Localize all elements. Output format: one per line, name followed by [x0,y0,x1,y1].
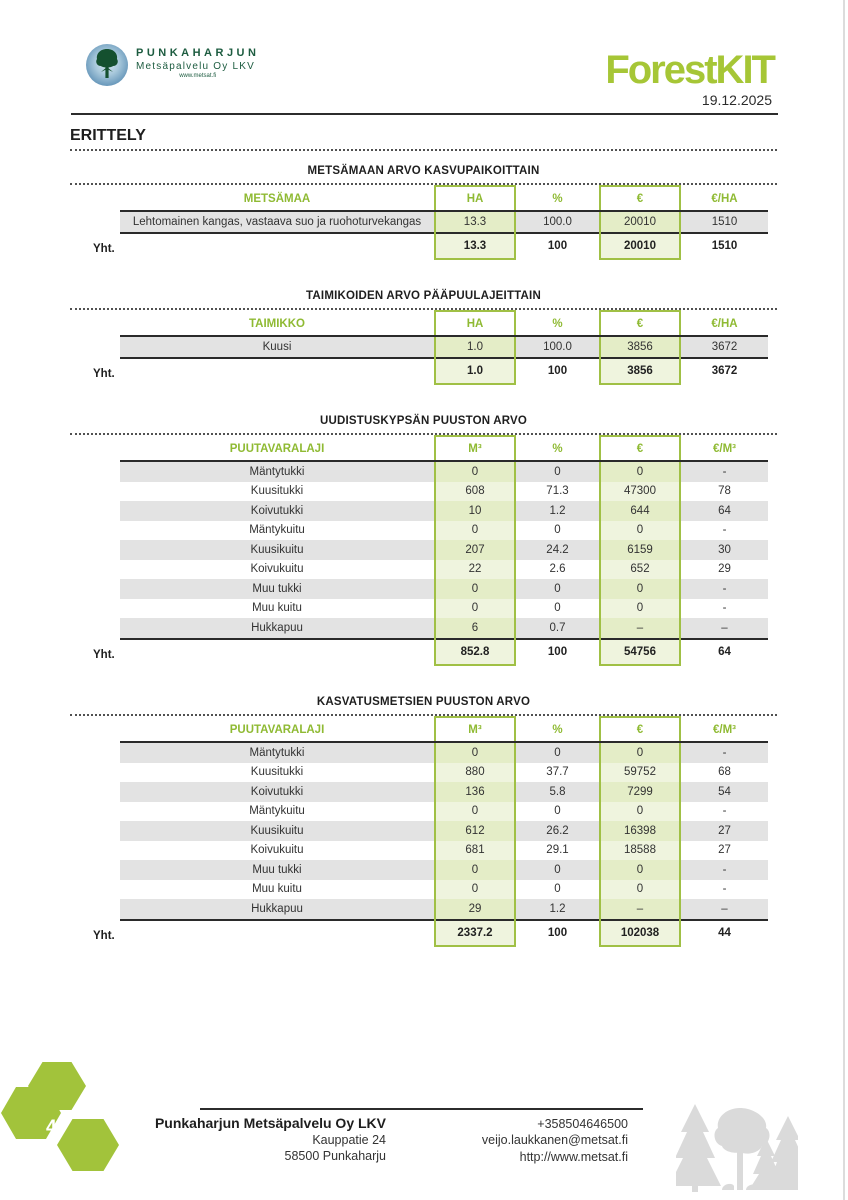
cell-value: 29 [718,563,731,575]
row-label: Kuusikuitu [120,540,435,560]
cell-value: - [722,805,727,817]
table-title: UUDISTUSKYPSÄN PUUSTON ARVO [70,415,777,435]
cell-value: 681 [435,841,515,861]
total-value: 1510 [680,233,768,260]
cell-value: 0 [515,579,600,599]
table-section [70,165,777,260]
cell-value: 71.3 [546,485,569,497]
table-row [120,821,768,841]
column-header: €/HA [680,186,768,211]
total-value: 100 [515,639,600,666]
cell-value: - [680,860,768,880]
table-row [120,461,768,482]
cell-value: 136 [435,782,515,802]
cell-value: 1.2 [515,501,600,521]
table-row [120,802,768,822]
cell-value: 0 [435,599,515,619]
hexagon-decoration [57,1119,119,1171]
total-value: 20010 [600,233,680,260]
total-row-label: Yht. [93,930,115,942]
header-divider [71,113,778,115]
column-header: PUUTAVARALAJI [120,436,435,461]
row-label: Mäntytukki [120,461,435,482]
row-label: Koivukuitu [250,844,304,856]
row-label: Mäntytukki [120,742,435,763]
total-value [120,233,435,260]
cell-value: 26.2 [515,821,600,841]
cell-value: - [722,883,727,895]
footer-email: veijo.laukkanen@metsat.fi [481,1133,628,1148]
cell-value: 5.8 [515,782,600,802]
total-value: 1.0 [435,358,515,385]
cell-value: 0 [435,579,515,599]
logo-text [136,44,259,79]
footer-address-line2: 58500 Punkaharju [284,1149,386,1164]
company-logo [86,44,259,86]
table-row [120,540,768,560]
cell-value: – [680,618,768,639]
cell-value: - [722,524,727,536]
cell-value: 22 [435,560,515,580]
cell-value: 27 [718,844,731,856]
table-section [70,696,777,947]
cell-value: 0 [600,860,680,880]
column-header: % [515,311,600,336]
cell-value: 0 [554,805,561,817]
cell-value: 0 [435,461,515,482]
globe-tree-icon [86,44,128,86]
cell-value: 29 [435,899,515,920]
row-label: Kuusikuitu [120,821,435,841]
footer-website: http://www.metsat.fi [519,1149,628,1164]
cell-value: 612 [435,821,515,841]
table-wrapper [93,310,777,385]
column-header: €/M³ [680,717,768,742]
total-value: 102038 [600,920,680,947]
total-value: 100 [515,358,600,385]
cell-value: 0 [600,521,680,541]
table-title: METSÄMAAN ARVO KASVUPAIKOITTAIN [70,165,777,185]
cell-value: 54 [680,782,768,802]
table-row [120,211,768,233]
cell-value: - [680,461,768,482]
column-header: METSÄMAA [120,186,435,211]
total-row [120,639,768,666]
table-row [120,841,768,861]
report-content [70,127,777,947]
footer-divider [200,1108,643,1110]
cell-value: 6159 [600,540,680,560]
cell-value: 18588 [600,841,680,861]
table-wrapper [93,716,777,947]
table-title: KASVATUSMETSIEN PUUSTON ARVO [70,696,777,716]
cell-value: 0 [600,802,680,822]
cell-value: 608 [435,482,515,502]
cell-value: 16398 [600,821,680,841]
footer-company-block [150,1114,386,1165]
row-label: Hukkapuu [120,899,435,920]
cell-value: 2.6 [549,563,566,575]
total-value: 64 [680,639,768,666]
cell-value: 47300 [600,482,680,502]
row-label: Kuusitukki [250,766,304,778]
table-row [120,899,768,920]
cell-value: 6 [435,618,515,639]
page-number: 4 [46,1117,57,1138]
forestkit-logo: ForestKIT [605,48,774,92]
row-label: Muu tukki [120,860,435,880]
cell-value: 0 [600,599,680,619]
column-header: € [600,717,680,742]
row-label: Koivutukki [120,782,435,802]
row-label: Muu kuitu [252,602,302,614]
cell-value: - [722,602,727,614]
column-header: PUUTAVARALAJI [120,717,435,742]
table-row [120,482,768,502]
cell-value: 10 [435,501,515,521]
data-table [120,310,768,385]
total-value [120,639,435,666]
cell-value: 1.2 [515,899,600,920]
cell-value: 100.0 [515,211,600,233]
total-row [120,920,768,947]
table-row [120,880,768,900]
total-value: 3856 [600,358,680,385]
row-label: Lehtomainen kangas, vastaava suo ja ruohoturvekangas [120,211,435,233]
footer-contact-block [418,1116,628,1165]
column-header: TAIMIKKO [120,311,435,336]
table-row [120,560,768,580]
total-row [120,358,768,385]
cell-value: 0 [515,742,600,763]
table-row [120,742,768,763]
cell-value: 3672 [680,336,768,358]
table-row [120,336,768,358]
cell-value: 1.0 [435,336,515,358]
cell-value: 0 [554,524,561,536]
total-value [120,358,435,385]
footer-address-line1: Kauppatie 24 [312,1133,386,1148]
tables-container [70,165,777,947]
column-header: M³ [435,436,515,461]
table-title: TAIMIKOIDEN ARVO PÄÄPUULAJEITTAIN [70,290,777,310]
cell-value: 68 [718,766,731,778]
cell-value: 0 [435,860,515,880]
cell-value: 1510 [680,211,768,233]
total-value [120,920,435,947]
table-row [120,860,768,880]
cell-value: 37.7 [546,766,569,778]
column-header: % [515,436,600,461]
cell-value: 3856 [600,336,680,358]
cell-value: 0 [435,742,515,763]
cell-value: - [680,742,768,763]
cell-value: 0 [435,880,515,900]
table-row [120,618,768,639]
table-section [70,290,777,385]
brand-url: www.metsat.fi [179,73,217,79]
data-table [120,716,768,947]
footer-company-name: Punkaharjun Metsäpalvelu Oy LKV [154,1115,386,1131]
cell-value: 0 [600,579,680,599]
cell-value: 0 [600,880,680,900]
cell-value: 880 [435,763,515,783]
cell-value: 0.7 [515,618,600,639]
table-row [120,579,768,599]
column-header: € [600,186,680,211]
cell-value: 59752 [600,763,680,783]
total-value: 54756 [600,639,680,666]
cell-value: 13.3 [435,211,515,233]
cell-value: 0 [600,742,680,763]
column-header: €/HA [680,311,768,336]
cell-value: 207 [435,540,515,560]
cell-value: 0 [515,461,600,482]
scan-edge-artifact [843,0,845,1200]
section-title: ERITTELY [70,127,777,151]
cell-value: - [680,579,768,599]
cell-value: 0 [435,802,515,822]
column-header: €/M³ [680,436,768,461]
table-row [120,763,768,783]
column-header: % [515,717,600,742]
data-table [120,185,768,260]
total-value: 3672 [680,358,768,385]
row-label: Kuusitukki [250,485,304,497]
total-row-label: Yht. [93,649,115,661]
cell-value: 0 [600,461,680,482]
cell-value: 29.1 [546,844,569,856]
cell-value: 644 [600,501,680,521]
cell-value: – [600,899,680,920]
table-wrapper [93,435,777,666]
brand-subtitle: Metsäpalvelu Oy LKV [136,61,255,72]
column-header: HA [435,186,515,211]
cell-value: 64 [680,501,768,521]
row-label: Kuusi [120,336,435,358]
table-row [120,521,768,541]
cell-value: 7299 [600,782,680,802]
table-row [120,501,768,521]
column-header: € [600,436,680,461]
cell-value: – [680,899,768,920]
row-label: Koivutukki [120,501,435,521]
total-row-label: Yht. [93,243,115,255]
cell-value: 652 [600,560,680,580]
tree-icon [92,48,122,82]
row-label: Muu tukki [120,579,435,599]
cell-value: 0 [554,883,561,895]
total-value: 100 [515,233,600,260]
table-row [120,599,768,619]
data-table [120,435,768,666]
cell-value: 100.0 [515,336,600,358]
cell-value: – [600,618,680,639]
cell-value: 0 [435,521,515,541]
total-value: 100 [515,920,600,947]
row-label: Mäntykuitu [249,805,305,817]
cell-value: 0 [554,602,561,614]
document-date: 19.12.2025 [701,92,772,108]
column-header: HA [435,311,515,336]
total-value: 2337.2 [435,920,515,947]
column-header: € [600,311,680,336]
cell-value: 0 [515,860,600,880]
cell-value: 20010 [600,211,680,233]
cell-value: 27 [680,821,768,841]
row-label: Hukkapuu [120,618,435,639]
column-header: M³ [435,717,515,742]
total-value: 852.8 [435,639,515,666]
total-value: 44 [680,920,768,947]
footer-phone: +358504646500 [537,1117,628,1131]
total-row [120,233,768,260]
table-wrapper [93,185,777,260]
column-header: % [515,186,600,211]
row-label: Muu kuitu [252,883,302,895]
cell-value: 30 [680,540,768,560]
total-value: 13.3 [435,233,515,260]
row-label: Mäntykuitu [249,524,305,536]
cell-value: 78 [718,485,731,497]
table-section [70,415,777,666]
total-row-label: Yht. [93,368,115,380]
row-label: Koivukuitu [250,563,304,575]
brand-name: PUNKAHARJUN [136,47,260,59]
table-row [120,782,768,802]
forest-silhouette-icon [676,1102,798,1194]
cell-value: 24.2 [515,540,600,560]
